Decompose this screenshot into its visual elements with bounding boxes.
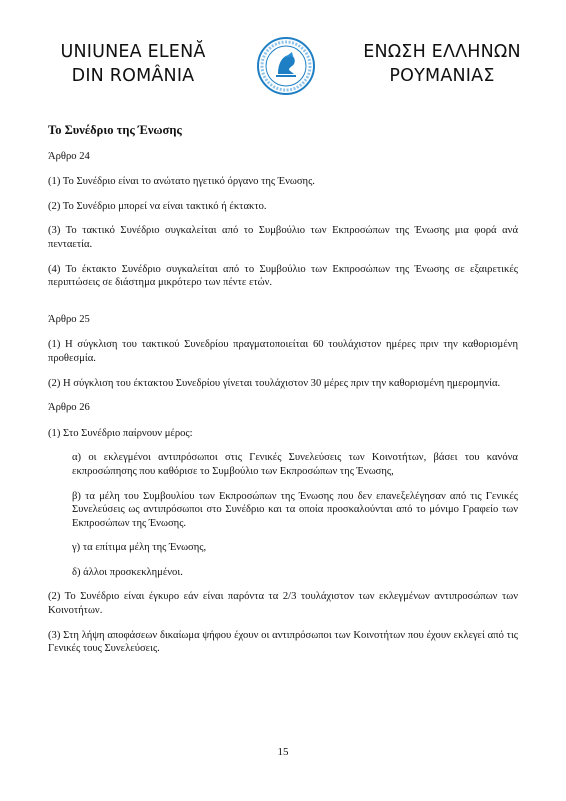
org-name-romanian-line2: DIN ROMÂNIA xyxy=(71,66,195,86)
article-26-item-a: α) οι εκλεγμένοι αντιπρόσωποι στις Γενικές Συνελεύσεις των Κοινοτήτων, βάσει του κανόνα εκπροσώπησης που καθόρισε το Συμβούλιο των Εκπροσώπων της Ένωσης, xyxy=(72,452,518,477)
article-26-item-b: β) τα μέλη του Συμβουλίου των Εκπροσώπων της Ένωσης που δεν επανεξελέγησαν από τις Γενικές Συνελεύσεις ως αντιπρόσωποι στο Συνέδριο και τα οποία προσκαλούνται από το μόνιμο Γραφείο των Εκπροσώπων της Ένωσης. xyxy=(72,490,518,529)
article-25-paragraph-2: (2) Η σύγκλιση του έκτακτου Συνεδρίου γίνεται τουλάχιστον 30 μέρες πριν την καθορισμένη ημερομηνία. xyxy=(48,377,501,389)
article-24-heading: Άρθρο 24 xyxy=(48,150,90,162)
page-number: 15 xyxy=(277,746,289,758)
article-26-paragraph-1: (1) Στο Συνέδριο παίρνουν μέρος: xyxy=(48,427,193,439)
union-emblem-logo xyxy=(256,36,316,96)
article-26-heading: Άρθρο 26 xyxy=(48,402,90,414)
article-26-paragraph-2: (2) Το Συνέδριο είναι έγκυρο εάν είναι παρόντα τα 2/3 τουλάχιστον των εκλεγμένων αντιπροσώπων των Κοινοτήτων. xyxy=(48,591,518,617)
section-title: Το Συνέδριο της Ένωσης xyxy=(48,123,182,137)
article-26-item-c: γ) τα επίτιμα μέλη της Ένωσης, xyxy=(72,542,207,554)
article-24-paragraph-3: (3) Το τακτικό Συνέδριο συγκαλείται από το Συμβούλιο των Εκπροσώπων της Ένωσης μια φορά ανά πενταετία. xyxy=(48,225,518,250)
org-name-greek xyxy=(352,40,532,88)
article-24-paragraph-4: (4) Το έκτακτο Συνέδριο συγκαλείται από το Συμβούλιο των Εκπροσώπων της Ένωσης σε εξαιρετικές περιπτώσεις σε διάστημα μικρότερο των πέντε ετών. xyxy=(48,263,518,289)
article-24-paragraph-2: (2) Το Συνέδριο μπορεί να είναι τακτικό ή έκτακτο. xyxy=(48,200,267,212)
article-26-item-d: δ) άλλοι προσκεκλημένοι. xyxy=(72,566,183,578)
org-name-greek-line2: ΡΟΥΜΑΝΙΑΣ xyxy=(389,66,495,86)
letterhead xyxy=(0,36,566,96)
article-24-paragraph-1: (1) Το Συνέδριο είναι το ανώτατο ηγετικό όργανο της Ένωσης. xyxy=(48,176,315,188)
article-26-paragraph-3: (3) Στη λήψη αποφάσεων δικαίωμα ψήφου έχουν οι αντιπρόσωποι των Κοινοτήτων που έχουν εκλεγεί από τις Γενικές τους Συνελεύσεις. xyxy=(48,629,518,655)
article-25-paragraph-1: (1) Η σύγκλιση του τακτικού Συνεδρίου πραγματοποιείται 60 τουλάχιστον ημέρες πριν την καθορισμένη προθεσμία. xyxy=(48,339,518,364)
org-name-romanian-line1: UNIUNEA ELENĂ xyxy=(60,42,206,62)
document-body xyxy=(48,124,518,667)
article-25-heading: Άρθρο 25 xyxy=(48,313,90,325)
org-name-greek-line1: ΕΝΩΣΗ ΕΛΛΗΝΩΝ xyxy=(363,42,521,62)
org-name-romanian xyxy=(48,40,218,88)
